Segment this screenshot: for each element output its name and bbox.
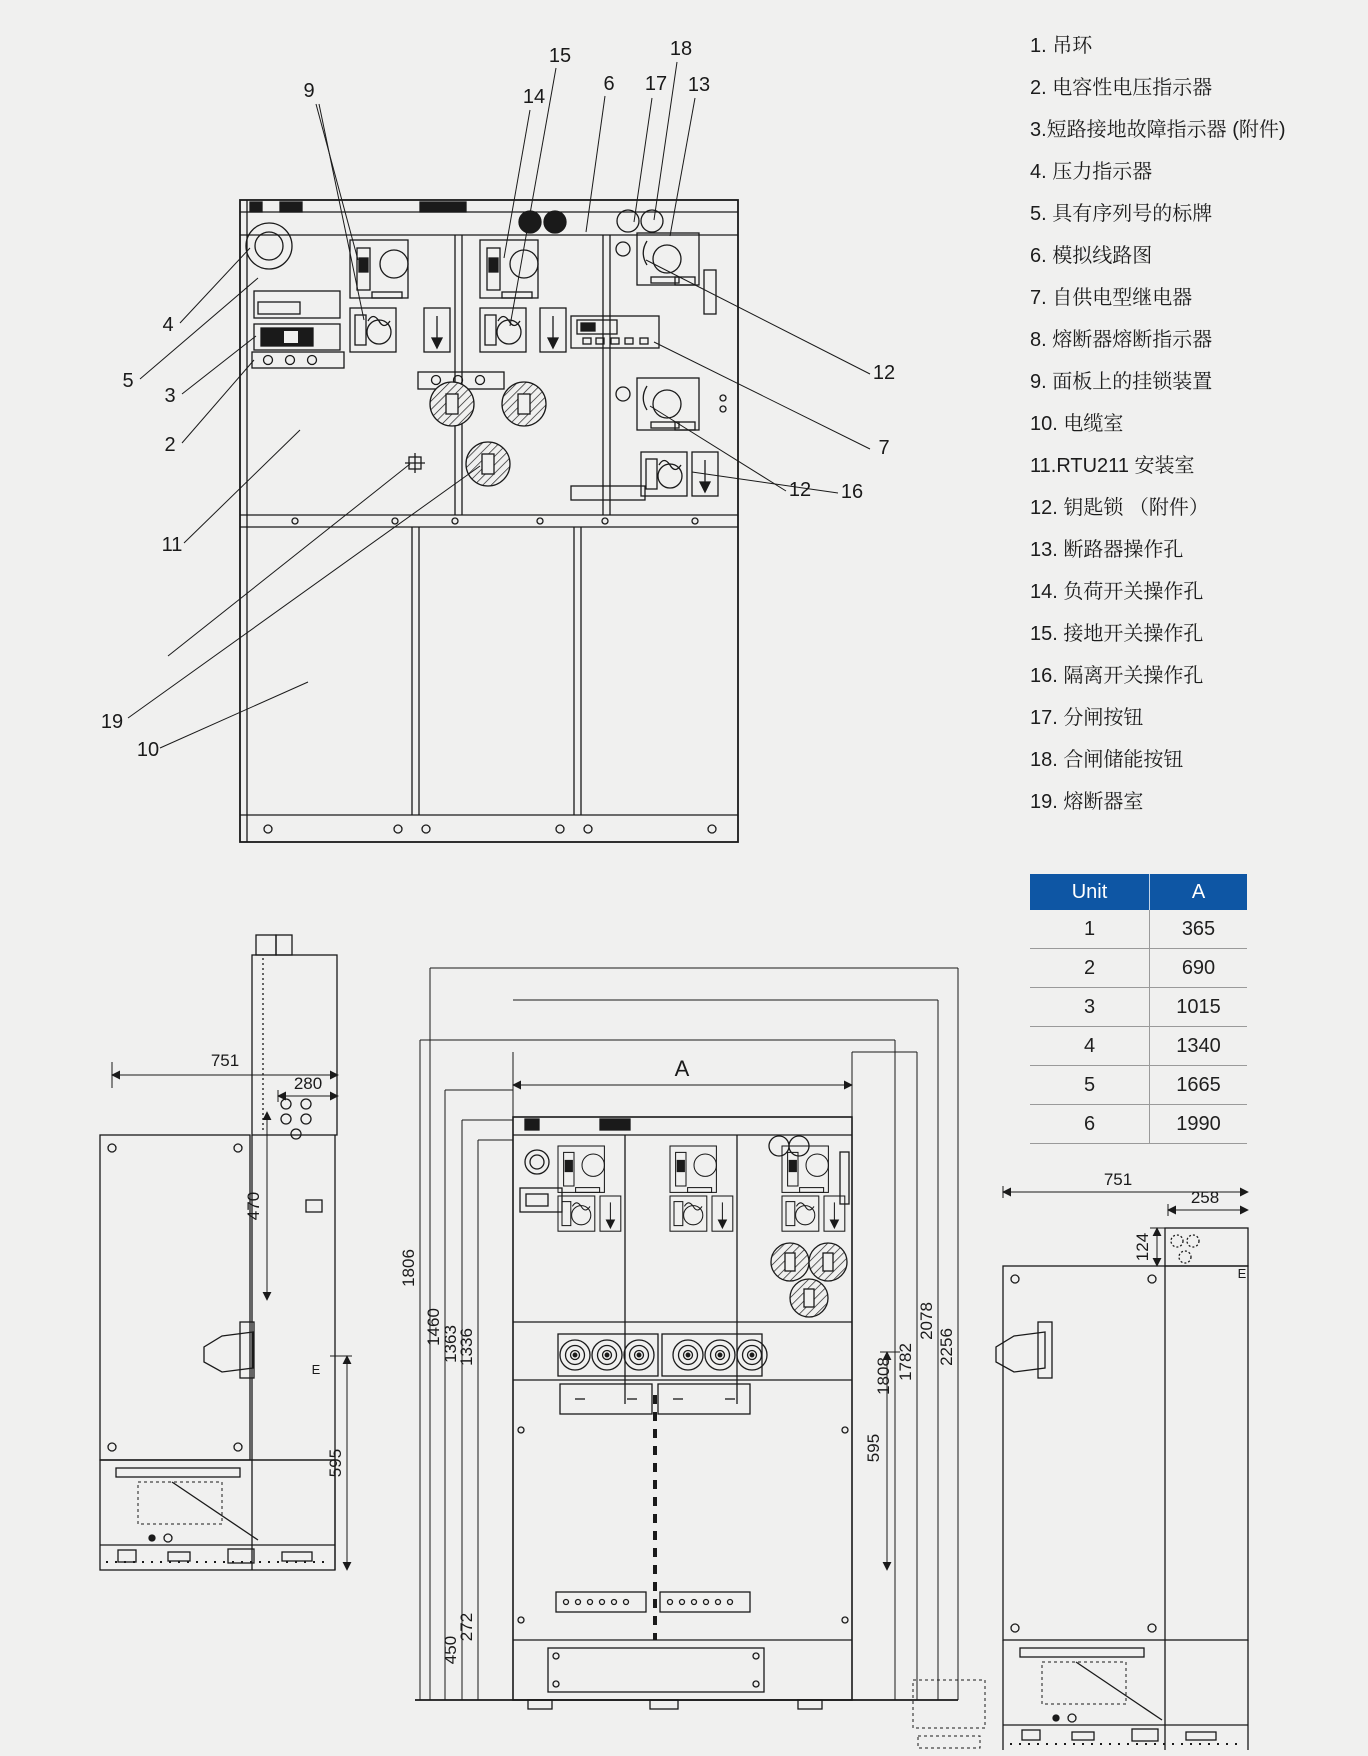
dim-left-depth: 280 [293, 1074, 323, 1093]
main-front-view [240, 200, 738, 842]
legend-item-19: 19. 熔断器室 [1030, 791, 1144, 813]
self-powered-relay [571, 316, 659, 348]
legend-item-7: 7. 自供电型继电器 [1030, 287, 1193, 309]
table-row [1030, 949, 1247, 988]
legend-item-5: 5. 具有序列号的标牌 [1030, 203, 1213, 225]
dim-front-a: A [674, 1056, 690, 1081]
callout-10: 10 [136, 739, 160, 761]
dim-left-595: 595 [326, 1448, 345, 1478]
legend-item-14: 14. 负荷开关操作孔 [1030, 581, 1204, 603]
dim-right-depth: 258 [1190, 1188, 1220, 1207]
legend-item-15: 15. 接地开关操作孔 [1030, 623, 1204, 645]
unit-dimension-table [1030, 874, 1247, 1144]
bottom-right-side-view [880, 1186, 1248, 1750]
legend-item-12: 12. 钥匙锁 （附件） [1030, 497, 1209, 519]
legend-item-16: 16. 隔离开关操作孔 [1030, 665, 1204, 687]
dim-left-470: 470 [244, 1191, 263, 1221]
legend-item-9: 9. 面板上的挂锁装置 [1030, 371, 1213, 393]
dim-front-1460: 1460 [424, 1308, 443, 1346]
callout-11: 11 [161, 534, 183, 556]
voltage-indicator [252, 352, 344, 368]
cable-bushing-cone [204, 1332, 253, 1372]
legend-item-11: 11.RTU211 安装室 [1030, 455, 1195, 477]
dim-front-1808: 1808 [874, 1357, 893, 1395]
callout-4: 4 [162, 314, 174, 336]
legend-item-3: 3.短路接地故障指示器 (附件) [1030, 119, 1286, 141]
dim-front-1782: 1782 [896, 1343, 915, 1381]
legend-item-18: 18. 合闸储能按钮 [1030, 749, 1184, 771]
callout-9: 9 [303, 80, 315, 102]
legend-item-13: 13. 断路器操作孔 [1030, 539, 1184, 561]
dim-right-595: 595 [864, 1433, 883, 1463]
unit-cell: 3 [1030, 988, 1150, 1027]
callout-7: 7 [878, 437, 890, 459]
legend-item-1: 1. 吊环 [1030, 35, 1093, 57]
a-cell: 1340 [1150, 1027, 1248, 1066]
legend-item-8: 8. 熔断器熔断指示器 [1030, 329, 1213, 351]
callout-5: 5 [122, 370, 134, 392]
callout-13: 13 [687, 74, 711, 96]
callout-14: 14 [522, 86, 546, 108]
legend-item-6: 6. 模拟线路图 [1030, 245, 1153, 267]
dim-left-width: 751 [210, 1051, 240, 1070]
dim-front-450: 450 [441, 1635, 460, 1665]
callout-12-upper: 12 [872, 362, 896, 384]
callout-12-lower: 12 [788, 479, 812, 501]
callout-3: 3 [164, 385, 176, 407]
legend-item-4: 4. 压力指示器 [1030, 161, 1153, 183]
dim-front-1806: 1806 [399, 1249, 418, 1287]
table-header-a: A [1150, 874, 1248, 910]
table-header-row [1030, 874, 1247, 910]
table-row [1030, 1027, 1247, 1066]
legend-item-2: 2. 电容性电压指示器 [1030, 77, 1213, 99]
callout-19: 19 [100, 711, 124, 733]
dim-front-1363: 1363 [441, 1325, 460, 1363]
unit-cell: 6 [1030, 1105, 1150, 1144]
table-row [1030, 988, 1247, 1027]
pressure-indicator [246, 223, 292, 269]
e-mark-left: E [311, 1362, 321, 1377]
callout-17: 17 [644, 73, 668, 95]
dim-right-124: 124 [1133, 1232, 1152, 1262]
callout-2: 2 [164, 434, 176, 456]
a-cell: 690 [1150, 949, 1248, 988]
bottom-left-side-view [100, 935, 352, 1570]
dim-front-2256: 2256 [937, 1328, 956, 1366]
a-cell: 1665 [1150, 1066, 1248, 1105]
e-mark-right: E [1237, 1266, 1247, 1281]
dim-front-2078: 2078 [917, 1302, 936, 1340]
table-row [1030, 910, 1247, 949]
table-header-unit: Unit [1030, 874, 1150, 910]
callout-18: 18 [669, 38, 693, 60]
unit-cell: 2 [1030, 949, 1150, 988]
unit-cell: 5 [1030, 1066, 1150, 1105]
callout-15: 15 [548, 45, 572, 67]
legend-item-17: 17. 分闸按钮 [1030, 707, 1144, 729]
a-cell: 365 [1150, 910, 1248, 949]
dim-front-272: 272 [457, 1612, 476, 1642]
callout-16: 16 [840, 481, 864, 503]
legend-item-10: 10. 电缆室 [1030, 413, 1124, 435]
legend-list [1030, 25, 1360, 823]
unit-cell: 1 [1030, 910, 1150, 949]
dim-front-1336: 1336 [457, 1328, 476, 1366]
table-row [1030, 1105, 1247, 1144]
callout-6: 6 [603, 73, 615, 95]
a-cell: 1015 [1150, 988, 1248, 1027]
dim-right-width: 751 [1103, 1170, 1133, 1189]
a-cell: 1990 [1150, 1105, 1248, 1144]
unit-cell: 4 [1030, 1027, 1150, 1066]
table-row [1030, 1066, 1247, 1105]
